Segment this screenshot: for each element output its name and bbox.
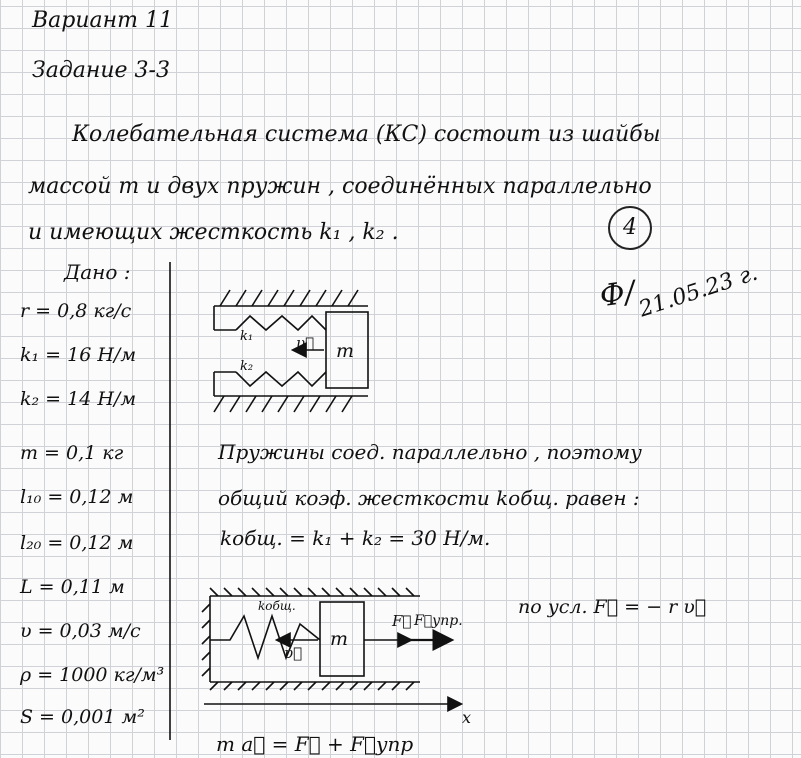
label-k2: k₂	[240, 359, 254, 374]
task-label: Задание 3-3	[32, 58, 170, 83]
given-item: k₁ = 16 Н/м	[20, 344, 137, 366]
given-item: l₁₀ = 0,12 м	[20, 486, 134, 508]
grade-mark: 4	[608, 206, 652, 250]
hatch-top	[220, 290, 358, 306]
given-item: l₂₀ = 0,12 м	[20, 532, 134, 554]
motion-equation: m a⃗ = F⃗ + F⃗упр	[216, 732, 414, 756]
hatch-bottom	[214, 396, 352, 412]
given-item: υ = 0,03 м/с	[20, 620, 141, 642]
label-mass: m	[336, 340, 355, 362]
solution-formula: kобщ. = k₁ + k₂ = 30 Н/м.	[220, 526, 491, 550]
spring-k1	[236, 316, 326, 330]
grade-date: 21.05.23 г.	[635, 260, 761, 323]
teacher-signature: Ф/	[597, 274, 638, 315]
hatch-floor	[210, 682, 414, 690]
label-force: F⃗	[392, 612, 412, 630]
label-x-axis: x	[462, 708, 472, 727]
hatch-left-wall	[202, 604, 210, 676]
given-item: m = 0,1 кг	[20, 442, 124, 464]
label-mass-2: m	[330, 628, 349, 650]
problem-line-2: массой m и двух пружин , соединённых параллельно	[28, 174, 652, 199]
given-item: r = 0,8 кг/с	[20, 300, 132, 322]
solution-line-1: Пружины соед. параллельно , поэтому	[218, 440, 642, 464]
problem-line-3: и имеющих жесткость k₁ , k₂ .	[28, 220, 399, 245]
spring-k2	[236, 372, 326, 386]
label-force-upr: F⃗упр.	[414, 613, 463, 629]
variant-label: Вариант 11	[32, 8, 173, 33]
given-item: L = 0,11 м	[20, 576, 125, 598]
problem-line-1: Колебательная система (КС) состоит из шайбы	[72, 122, 661, 147]
hatch-ceiling	[210, 588, 414, 596]
condition-text: по усл. F⃗ = − r υ⃗	[518, 596, 707, 618]
given-item: ρ = 1000 кг/м³	[20, 664, 165, 686]
given-item: S = 0,001 м²	[20, 706, 145, 728]
spring-total	[210, 616, 320, 658]
label-velocity-2: υ⃗	[284, 644, 303, 662]
solution-line-2: общий коэф. жесткости kобщ. равен :	[218, 486, 640, 510]
given-item: k₂ = 14 Н/м	[20, 388, 137, 410]
given-heading: Дано :	[64, 260, 131, 284]
label-k1: k₁	[240, 329, 254, 344]
label-k-total: kобщ.	[258, 599, 296, 613]
label-velocity: υ⃗	[296, 334, 315, 352]
